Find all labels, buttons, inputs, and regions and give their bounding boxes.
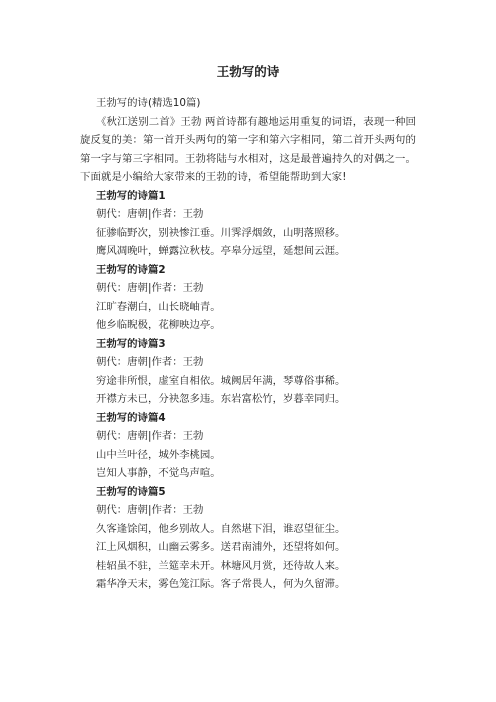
poem-line: 他乡临睨极，花柳映边亭。	[96, 319, 221, 331]
poem-line: 鹰风凋晚叶，蝉露泣秋枝。亭皋分远望，延想间云涯。	[96, 245, 346, 257]
poem-line: 山中兰叶径，城外李桃园。	[96, 448, 221, 461]
poem-meta: 朝代：唐朝|作者：王勃	[96, 282, 204, 294]
poem-heading: 王勃写的诗篇1	[96, 189, 166, 202]
poem-line: 江上风烟积，山幽云雾多。送君南浦外，还望将如何。	[96, 541, 346, 553]
poem-line: 穷途非所恨，虚室自相依。城阙居年满，琴尊俗事稀。	[96, 374, 346, 387]
poem-heading: 王勃写的诗篇2	[96, 263, 166, 276]
poem-line: 桂轺虽不驻，兰筵幸未开。林塘风月赏，还待故人来。	[96, 559, 346, 572]
poem-meta: 朝代：唐朝|作者：王勃	[96, 208, 204, 220]
document-body	[80, 94, 416, 594]
poem-line: 久客逢馀闰，他乡别故人。自然堪下泪，谁忍望征尘。	[96, 522, 346, 535]
intro-paragraph: 《秋江送别二首》王勃 两首诗都有趣地运用重复的词语，表现一种回旋反复的美：第一首开头两句的第一字和第六字相同，第二首开头两句的第一字与第三字相同。王勃将陆与水相对，这是最普遍持久的对偶之一。下面就是小编给大家带来的王勃的诗，希望能帮助到大家!	[80, 115, 416, 183]
poem-heading: 王勃写的诗篇4	[96, 411, 166, 424]
poem-heading: 王勃写的诗篇5	[96, 485, 166, 498]
poem-meta: 朝代：唐朝|作者：王勃	[96, 504, 204, 516]
poem-line: 开襟方未已，分袂忽多违。东岩富松竹，岁暮幸同归。	[96, 393, 346, 405]
poem-heading: 王勃写的诗篇3	[96, 337, 166, 350]
poem-line: 江旷春潮白，山长晓岫青。	[96, 300, 221, 313]
poem-line: 岂知人事静，不觉鸟声喧。	[96, 467, 221, 479]
document-subtitle: 王勃写的诗(精选10篇)	[96, 97, 201, 109]
poem-line: 征骖临野次，别袂惨江垂。川霁浮烟敛，山明落照移。	[96, 226, 346, 239]
poem-meta: 朝代：唐朝|作者：王勃	[96, 430, 204, 442]
poem-line: 霜华净天末，雾色笼江际。客子常畏人，何为久留滞。	[96, 578, 346, 590]
poem-meta: 朝代：唐朝|作者：王勃	[96, 356, 204, 368]
document-title: 王勃写的诗	[216, 64, 280, 79]
